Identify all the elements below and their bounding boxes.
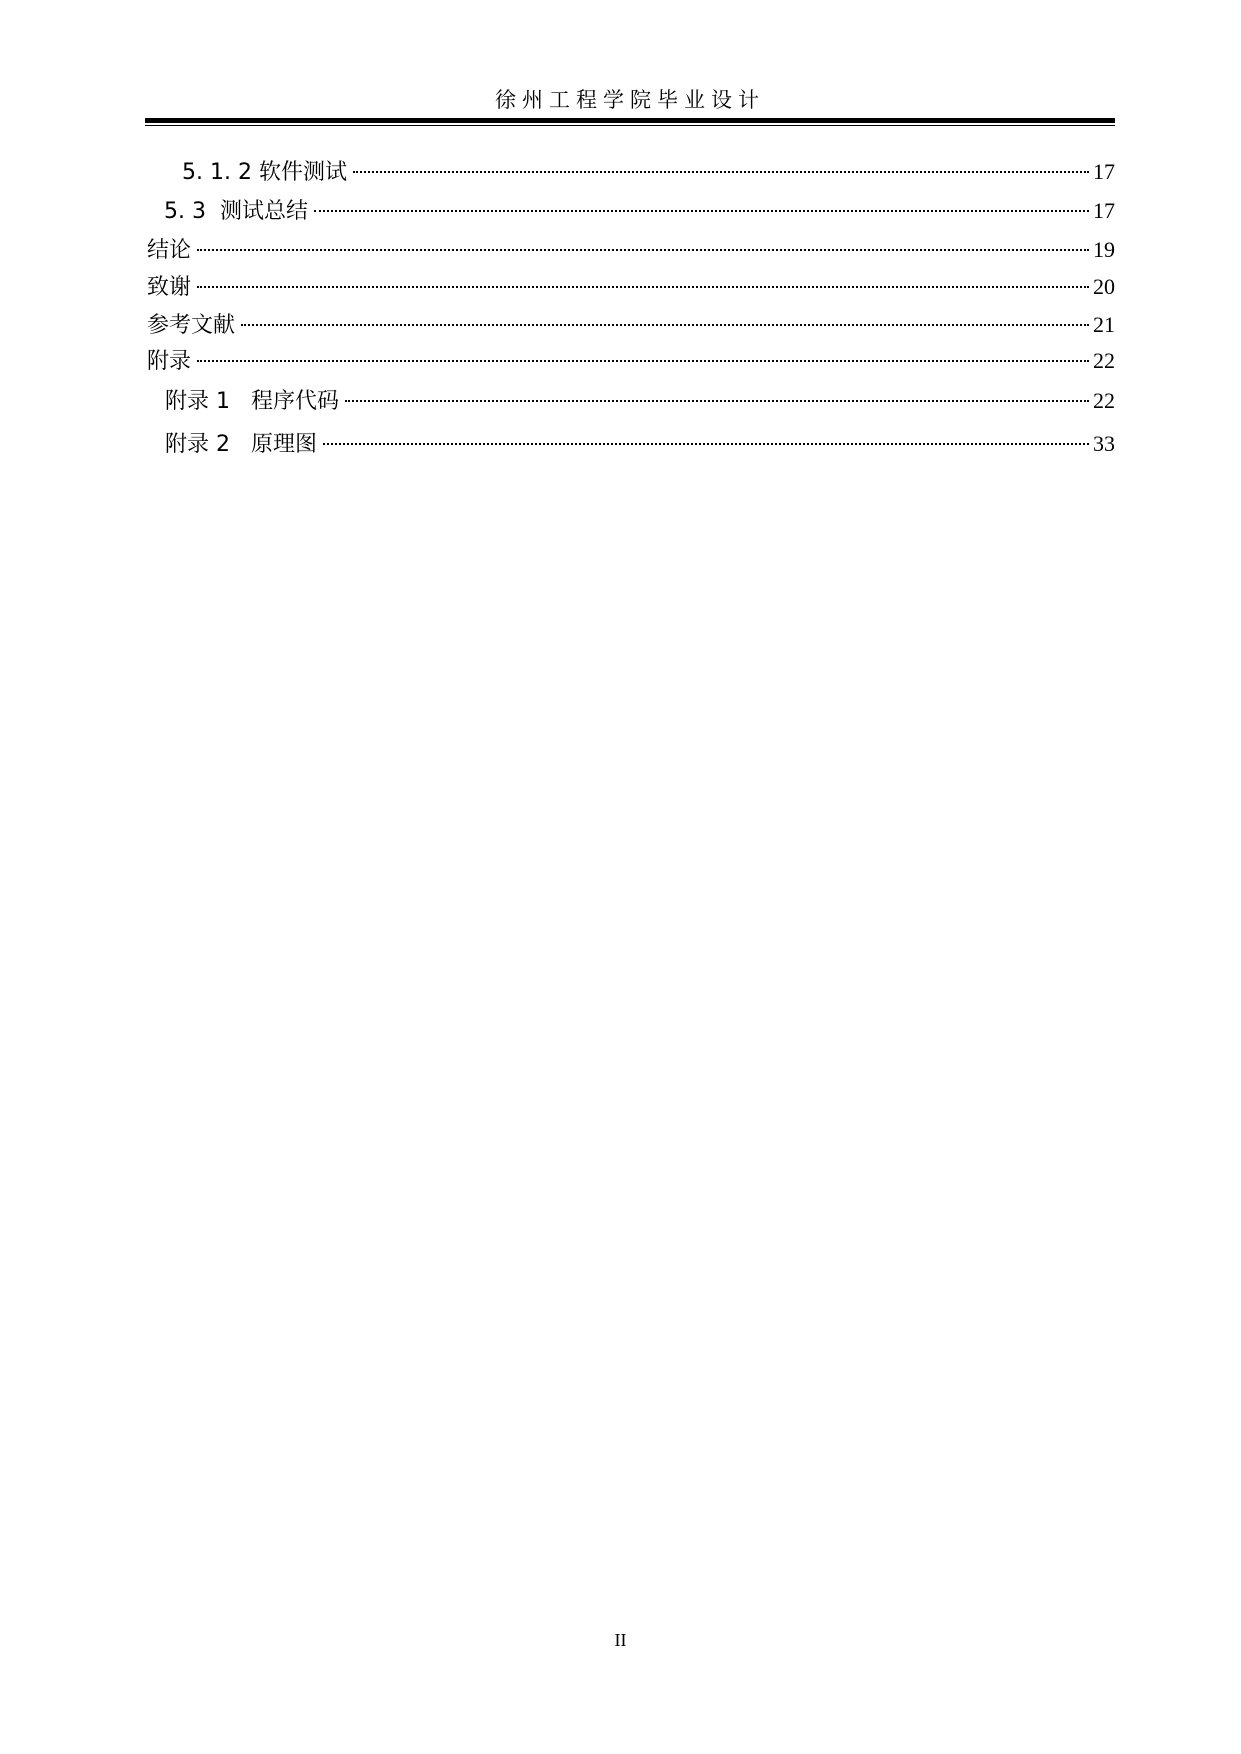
toc-entry-title: 参考文献 — [147, 313, 236, 338]
toc-entry-title: 附录 1 程序代码 — [165, 389, 339, 414]
toc-entry-page: 17 — [1093, 159, 1115, 184]
toc-entry-5-3[interactable] — [164, 195, 1115, 227]
toc-entry-page: 33 — [1093, 431, 1115, 456]
toc-entry-5-1-2[interactable] — [182, 156, 1115, 188]
header-rule-thin — [145, 125, 1115, 126]
toc-dot-leader — [197, 285, 1089, 288]
toc-entry-title: 附录 2 原理图 — [165, 432, 317, 457]
toc-dot-leader — [314, 209, 1089, 212]
toc-entry-page: 19 — [1093, 237, 1115, 262]
toc-entry-title: 5. 1. 2 软件测试 — [182, 160, 347, 185]
toc-entry-conclusion[interactable] — [147, 234, 1115, 266]
toc-dot-leader — [197, 248, 1089, 251]
toc-entry-appendix[interactable] — [147, 345, 1115, 377]
toc-entry-page: 17 — [1093, 198, 1115, 223]
header-rule-thick — [145, 118, 1115, 123]
toc-entry-page: 21 — [1093, 312, 1115, 337]
toc-entry-title: 致谢 — [147, 275, 192, 300]
toc-entry-page: 22 — [1093, 348, 1115, 373]
toc-entry-appendix-2[interactable] — [165, 428, 1115, 460]
toc-dot-leader — [345, 399, 1089, 402]
toc-dot-leader — [241, 323, 1089, 326]
page-header-title: 徐州工程学院毕业设计 — [495, 88, 765, 112]
toc-entry-acknowledgement[interactable] — [147, 271, 1115, 303]
page-number: II — [614, 1630, 627, 1650]
toc-entry-appendix-1[interactable] — [165, 385, 1115, 417]
toc-entry-references[interactable] — [147, 309, 1115, 341]
toc-dot-leader — [353, 170, 1089, 173]
toc-dot-leader — [323, 442, 1089, 445]
toc-entry-title: 结论 — [147, 238, 192, 263]
toc-entry-page: 20 — [1093, 274, 1115, 299]
toc-entry-title: 5. 3 测试总结 — [164, 199, 308, 224]
toc-entry-page: 22 — [1093, 388, 1115, 413]
toc-dot-leader — [197, 359, 1089, 362]
toc-entry-title: 附录 — [147, 349, 192, 374]
